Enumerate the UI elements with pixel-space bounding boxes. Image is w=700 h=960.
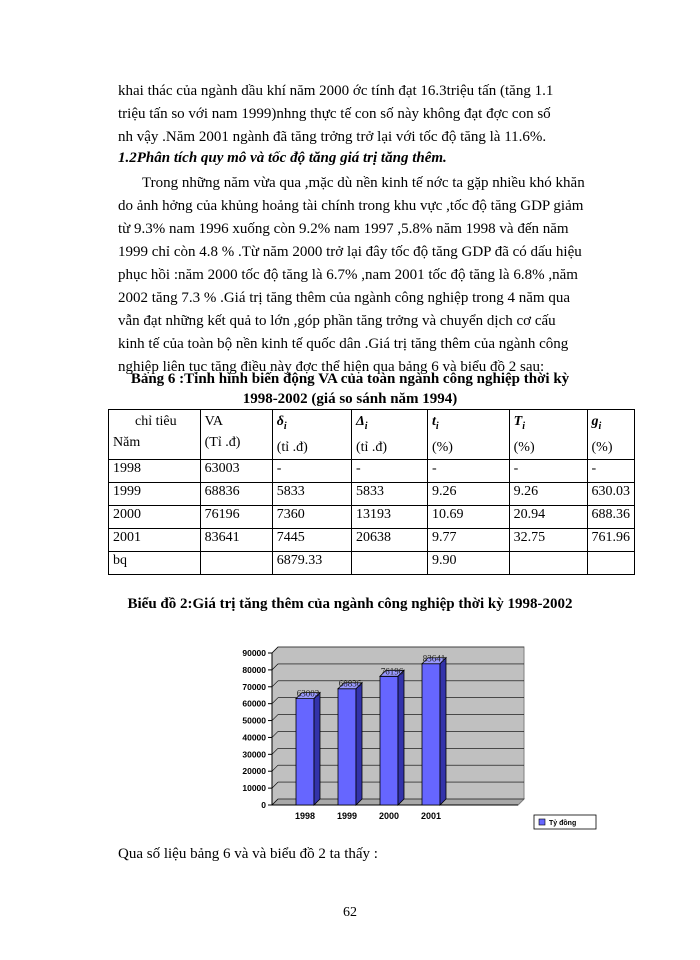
table-cell: 20638: [351, 528, 427, 551]
table-header-row: [109, 410, 635, 460]
T-symbol: $T_i$: [513, 414, 525, 432]
text-line: 2002 tăng 7.3 % .Giá trị tăng thêm của ngành công nghiệp trong 4 năm qua: [118, 290, 570, 306]
y-tick-label: 70000: [242, 681, 266, 692]
bar: [422, 664, 440, 805]
y-tick-label: 80000: [242, 664, 266, 675]
table-caption-line2: 1998-2002 (giá so sánh năm 1994): [242, 391, 458, 407]
table-cell: 2001: [109, 528, 201, 551]
header-label: (%): [591, 439, 613, 455]
bar-side: [356, 683, 362, 805]
table-row: [109, 482, 635, 505]
header-label: (%): [513, 439, 535, 455]
table-caption-line1: Bảng 6 :Tình hình biến động VA của toàn ngành công nghiệp thời kỳ: [130, 371, 570, 387]
table-cell: [200, 551, 272, 574]
header-label: Năm: [113, 435, 141, 450]
y-tick-label: 90000: [242, 648, 266, 658]
table-cell: -: [272, 459, 351, 482]
table-cell: 630.03: [587, 482, 635, 505]
bar-side: [440, 658, 446, 805]
x-tick-label: 2000: [378, 811, 400, 821]
delta-symbol: $\delta_i$: [276, 414, 287, 432]
header-label: (Tỉ .đ): [204, 435, 241, 450]
table-cell: -: [509, 459, 587, 482]
table-cell: 761.96: [587, 528, 635, 551]
va-table: [108, 409, 635, 575]
text-line: vẫn đạt những kết quả to lớn ,góp phần tăng trởng và chuyển dịch cơ cấu: [118, 313, 556, 329]
y-tick-label: 50000: [242, 715, 266, 726]
header-cell: [351, 410, 427, 460]
text-line: kinh tế của toàn bộ nền kinh tế quốc dân .Giá trị tăng thêm của ngành công: [118, 336, 569, 352]
table-row: [109, 459, 635, 482]
y-tick-label: 0: [261, 800, 266, 810]
data-label: 76196: [380, 666, 404, 677]
table-cell: -: [351, 459, 427, 482]
y-tick-label: 20000: [242, 766, 266, 777]
table-cell: 9.90: [427, 551, 509, 574]
table-cell: 2000: [109, 505, 201, 528]
text-line: khai thác của ngành dầu khí năm 2000 ớc tính đạt 16.3triệu tấn (tăng 1.1: [118, 83, 554, 99]
table-cell: 13193: [351, 505, 427, 528]
header-label: chỉ tiêu: [135, 414, 177, 429]
t-symbol: $t_i$: [431, 414, 439, 432]
table-row: [109, 528, 635, 551]
table-cell: 9.26: [509, 482, 587, 505]
increment-symbol: $\Delta_i$: [355, 414, 368, 432]
table-cell: 20.94: [509, 505, 587, 528]
table-cell: 9.77: [427, 528, 509, 551]
bar-side: [314, 693, 320, 805]
x-tick-label: 1998: [294, 811, 316, 821]
text-line: Trong những năm vừa qua ,mặc dù nền kinh tế nớc ta gặp nhiều khó khăn: [142, 175, 585, 191]
table-cell: 63003: [200, 459, 272, 482]
table-cell: 32.75: [509, 528, 587, 551]
bar: [380, 676, 398, 805]
data-label: 63003: [296, 688, 320, 699]
header-cell: [427, 410, 509, 460]
table-row-average: [109, 551, 635, 574]
table-cell: 1998: [109, 459, 201, 482]
g-symbol: $g_i$: [591, 414, 602, 432]
text-line: do ảnh hởng của khủng hoảng tài chính trong khu vực ,tốc độ tăng GDP giảm: [118, 198, 584, 214]
table-cell: -: [587, 459, 635, 482]
header-cell: [509, 410, 587, 460]
paragraph-oil-output: [118, 80, 638, 149]
page-number: 62: [343, 905, 357, 920]
closing-sentence: Qua số liệu bảng 6 và và biểu đồ 2 ta thấy :: [118, 846, 378, 862]
text-line: nghiệp liên tục tăng điều này đợc thể hiện qua bảng 6 và biểu đồ 2 sau:: [118, 359, 545, 375]
y-tick-label: 60000: [242, 698, 266, 709]
data-label: 83641: [422, 653, 446, 664]
x-tick-label: 1999: [336, 811, 358, 821]
text-line: 1999 chỉ còn 4.8 % .Từ năm 2000 trở lại đây tốc độ tăng GDP đã có dấu hiệu: [118, 244, 582, 260]
section-heading: 1.2Phân tích quy mô và tốc độ tăng giá trị tăng thêm.: [118, 150, 447, 166]
table-cell: 68836: [200, 482, 272, 505]
text-line: triệu tấn so với nam 1999)nhng thực tế con số này không đạt đợc con số: [118, 106, 551, 122]
table-cell: 1999: [109, 482, 201, 505]
table-cell: bq: [109, 551, 201, 574]
text-line: từ 9.3% nam 1996 xuống còn 9.2% nam 1997 ,5.8% năm 1998 và đến năm: [118, 221, 569, 237]
table-cell: [587, 551, 635, 574]
header-label: VA: [204, 414, 224, 429]
text-line: phục hồi :năm 2000 tốc độ tăng là 6.7% ,nam 2001 tốc độ tăng là 6.8% ,năm: [118, 267, 578, 283]
bar: [296, 699, 314, 805]
legend-swatch: [539, 819, 545, 825]
header-cell: [200, 410, 272, 460]
table-cell: 688.36: [587, 505, 635, 528]
table-cell: 9.26: [427, 482, 509, 505]
header-cell: [109, 410, 201, 460]
header-cell: [272, 410, 351, 460]
table-cell: 7445: [272, 528, 351, 551]
bar-side: [398, 670, 404, 805]
y-tick-label: 40000: [242, 732, 266, 743]
header-label: (tỉ .đ): [355, 439, 388, 455]
header-cell: [587, 410, 635, 460]
table-cell: 7360: [272, 505, 351, 528]
x-tick-label: 2001: [420, 811, 442, 821]
table-cell: 6879.33: [272, 551, 351, 574]
bar-chart: [230, 645, 600, 830]
bar: [338, 689, 356, 805]
y-tick-label: 30000: [242, 749, 266, 760]
legend-label: Tỷ đồng: [549, 820, 577, 827]
table-cell: -: [427, 459, 509, 482]
header-label: (%): [431, 439, 453, 455]
table-cell: [351, 551, 427, 574]
data-label: 68836: [338, 678, 362, 689]
text-line: nh vậy .Năm 2001 ngành đã tăng trởng trở lại với tốc độ tăng là 11.6%.: [118, 129, 547, 145]
table-cell: 5833: [272, 482, 351, 505]
paragraph-gdp-growth: [118, 172, 638, 379]
table-cell: [509, 551, 587, 574]
table-cell: 83641: [200, 528, 272, 551]
table-cell: 10.69: [427, 505, 509, 528]
header-label: (tỉ .đ): [276, 439, 308, 455]
chart-title: Biểu đồ 2:Giá trị tăng thêm của ngành công nghiệp thời kỳ 1998-2002: [127, 596, 573, 612]
table-cell: 5833: [351, 482, 427, 505]
y-tick-label: 10000: [242, 783, 266, 794]
table-cell: 76196: [200, 505, 272, 528]
table-row: [109, 505, 635, 528]
